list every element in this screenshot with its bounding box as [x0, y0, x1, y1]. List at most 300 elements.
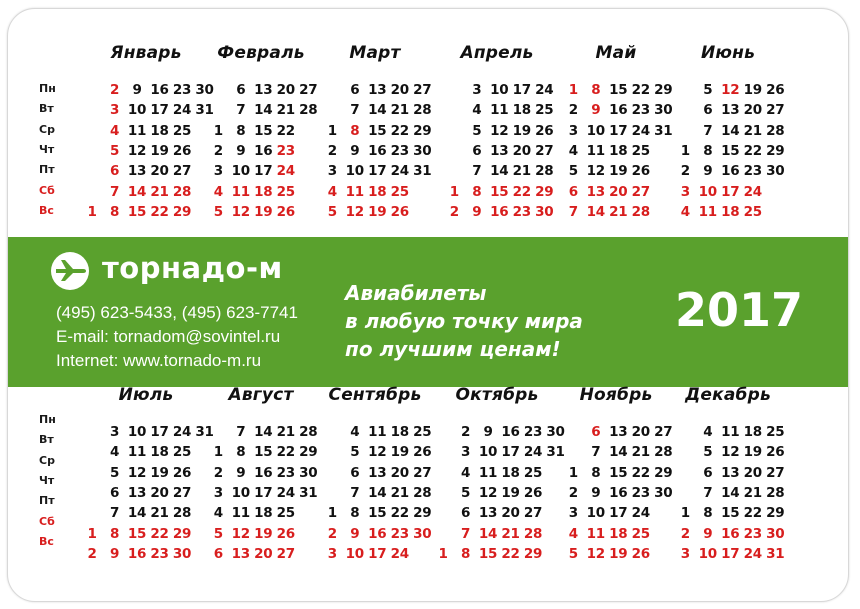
day-number: 6 [109, 163, 120, 180]
day-number: 31 [195, 424, 214, 440]
day-number: 24 [743, 183, 762, 200]
day-number: 30 [546, 424, 565, 440]
day-number: 5 [327, 203, 337, 220]
day-number: 9 [236, 464, 246, 481]
day-number: 6 [568, 183, 578, 200]
day-number: 11 [586, 142, 605, 159]
day-number: 10 [231, 163, 250, 180]
day-number: 26 [390, 203, 409, 220]
day-number: 8 [591, 464, 601, 481]
day-number: 23 [276, 142, 295, 159]
day-number: 16 [609, 484, 628, 501]
day-number: 20 [390, 82, 409, 98]
day-number: 19 [743, 444, 762, 461]
day-number: 20 [390, 464, 409, 481]
day-number: 21 [501, 525, 520, 542]
day-number: 8 [236, 122, 246, 139]
day-number: 26 [276, 203, 295, 220]
day-number: 1 [327, 122, 337, 139]
day-number: 31 [195, 102, 214, 119]
day-number: 10 [698, 545, 717, 562]
day-number: 26 [413, 444, 432, 461]
day-number: 23 [172, 82, 192, 98]
day-number: 29 [654, 464, 673, 481]
day-number: 20 [609, 183, 628, 200]
day-number: 13 [586, 183, 605, 200]
day-number: 4 [568, 525, 578, 542]
day-number: 15 [127, 203, 147, 220]
weekday-label: Вт [39, 433, 54, 447]
day-number: 17 [609, 505, 628, 522]
day-number: 21 [150, 505, 169, 522]
day-number: 19 [150, 142, 169, 159]
day-number: 25 [390, 183, 409, 200]
day-number: 6 [460, 505, 471, 522]
day-number: 8 [109, 203, 120, 220]
day-number: 31 [766, 545, 785, 562]
month-name: Апрель [460, 43, 534, 63]
weekday-label: Чт [39, 142, 55, 156]
month-name: Январь [110, 43, 182, 63]
day-number: 18 [390, 424, 409, 440]
day-number: 18 [512, 102, 531, 119]
month-block [432, 43, 562, 243]
day-number: 4 [327, 183, 337, 200]
day-number: 3 [568, 122, 578, 139]
day-number: 22 [390, 505, 409, 522]
email-address: E-mail: tornadom@sovintel.ru [56, 327, 281, 346]
day-number: 7 [460, 525, 471, 542]
day-number: 2 [449, 203, 459, 220]
day-number: 18 [150, 444, 169, 461]
day-number: 11 [698, 203, 717, 220]
day-number: 29 [172, 203, 192, 220]
day-number: 24 [390, 545, 409, 562]
day-number: 21 [276, 424, 295, 440]
day-number: 26 [766, 82, 785, 98]
day-number: 9 [350, 142, 360, 159]
weekday-label: Ср [39, 453, 55, 467]
day-number: 14 [127, 505, 147, 522]
day-number: 10 [231, 484, 250, 501]
day-number: 9 [591, 484, 601, 501]
day-number: 21 [631, 444, 650, 461]
day-number: 13 [254, 82, 273, 98]
day-number: 4 [680, 203, 690, 220]
day-number: 14 [127, 183, 147, 200]
day-number: 6 [703, 464, 713, 481]
day-number: 12 [721, 82, 740, 98]
month-block [81, 43, 214, 243]
day-number: 20 [254, 545, 273, 562]
day-number: 29 [523, 545, 543, 562]
weekday-label: Вт [39, 102, 54, 116]
day-number: 24 [523, 444, 543, 461]
day-number: 25 [631, 142, 650, 159]
day-number: 2 [87, 545, 97, 562]
day-number: 5 [109, 142, 120, 159]
weekday-label: Сб [39, 514, 55, 528]
day-number: 4 [703, 424, 713, 440]
month-name: Сентябрь [328, 385, 422, 405]
day-number: 20 [150, 163, 169, 180]
day-number: 30 [766, 525, 785, 542]
day-number: 4 [460, 464, 471, 481]
day-number: 3 [109, 424, 120, 440]
month-name: Июль [118, 385, 174, 405]
day-number: 23 [512, 203, 531, 220]
day-number: 23 [743, 163, 762, 180]
day-number: 31 [413, 163, 432, 180]
day-number: 15 [254, 444, 273, 461]
day-number: 2 [327, 142, 337, 159]
day-number: 24 [276, 163, 295, 180]
day-number: 4 [472, 102, 482, 119]
day-number: 30 [535, 203, 554, 220]
day-number: 24 [535, 82, 554, 98]
day-number: 19 [368, 203, 387, 220]
day-number: 15 [368, 505, 387, 522]
day-number: 9 [483, 424, 493, 440]
day-number: 19 [501, 484, 520, 501]
day-number: 6 [350, 464, 360, 481]
day-number: 2 [213, 464, 223, 481]
day-number: 3 [327, 163, 337, 180]
day-number: 21 [609, 203, 628, 220]
day-number: 8 [460, 545, 471, 562]
day-number: 7 [703, 484, 713, 501]
day-number: 28 [535, 163, 554, 180]
day-number: 4 [213, 183, 223, 200]
calendar-year: 2017 [675, 283, 804, 337]
day-number: 17 [609, 122, 628, 139]
day-number: 28 [654, 444, 673, 461]
day-number: 25 [172, 122, 192, 139]
day-number: 14 [254, 424, 273, 440]
day-number: 18 [609, 142, 628, 159]
day-number: 7 [350, 484, 360, 501]
day-number: 17 [368, 545, 387, 562]
day-number: 13 [490, 142, 509, 159]
day-number: 1 [449, 183, 459, 200]
day-number: 17 [254, 163, 273, 180]
day-number: 30 [766, 163, 785, 180]
weekday-label: Пн [39, 413, 56, 426]
day-number: 16 [254, 142, 273, 159]
day-number: 5 [703, 444, 713, 461]
slogan-line-1: Авиабилеты [345, 281, 487, 305]
day-number: 22 [501, 545, 520, 562]
day-number: 6 [472, 142, 482, 159]
day-number: 2 [213, 142, 223, 159]
day-number: 15 [254, 122, 273, 139]
month-block [196, 385, 326, 585]
day-number: 16 [127, 545, 147, 562]
day-number: 7 [236, 102, 246, 119]
day-number: 30 [654, 102, 673, 119]
day-number: 3 [568, 505, 578, 522]
day-number: 3 [680, 183, 690, 200]
day-number: 28 [631, 203, 650, 220]
day-number: 16 [150, 82, 169, 98]
day-number: 4 [213, 505, 223, 522]
day-number: 4 [109, 122, 120, 139]
day-number: 20 [512, 142, 531, 159]
website-url: Internet: www.tornado-m.ru [56, 351, 262, 370]
day-number: 28 [523, 525, 543, 542]
day-number: 9 [703, 163, 713, 180]
day-number: 7 [236, 424, 246, 440]
day-number: 13 [721, 464, 740, 481]
day-number: 21 [276, 102, 295, 119]
day-number: 26 [535, 122, 554, 139]
day-number: 15 [609, 82, 628, 98]
advertisement-band [8, 237, 848, 387]
day-number: 15 [368, 122, 387, 139]
day-number: 3 [327, 545, 337, 562]
day-number: 24 [743, 545, 762, 562]
month-block [310, 43, 440, 243]
day-number: 10 [586, 505, 605, 522]
calendar-second-half [8, 387, 848, 601]
day-number: 17 [368, 163, 387, 180]
day-number: 14 [586, 203, 605, 220]
day-number: 16 [490, 203, 509, 220]
day-number: 5 [568, 545, 578, 562]
day-number: 24 [276, 484, 295, 501]
day-number: 2 [680, 163, 690, 180]
month-name: Декабрь [685, 385, 771, 405]
day-number: 9 [109, 545, 120, 562]
day-number: 20 [276, 82, 295, 98]
weekday-label: Ср [39, 122, 55, 136]
day-number: 13 [231, 545, 250, 562]
day-number: 21 [743, 484, 762, 501]
day-number: 7 [109, 183, 120, 200]
day-number: 24 [390, 163, 409, 180]
day-number: 1 [568, 82, 578, 98]
day-number: 10 [698, 183, 717, 200]
day-number: 29 [766, 142, 785, 159]
day-number: 16 [368, 525, 387, 542]
day-number: 28 [766, 122, 785, 139]
day-number: 19 [254, 525, 273, 542]
day-number: 8 [703, 142, 713, 159]
day-number: 16 [501, 424, 520, 440]
day-number: 29 [413, 505, 432, 522]
day-number: 6 [236, 82, 246, 98]
month-name: Октябрь [455, 385, 539, 405]
month-name: Май [595, 43, 637, 63]
day-number: 18 [743, 424, 762, 440]
day-number: 27 [766, 102, 785, 119]
day-number: 27 [172, 163, 192, 180]
day-number: 28 [172, 183, 192, 200]
day-number: 17 [512, 82, 531, 98]
day-number: 30 [299, 464, 318, 481]
day-number: 1 [680, 505, 690, 522]
day-number: 23 [390, 142, 409, 159]
day-number: 20 [631, 424, 650, 440]
day-number: 17 [254, 484, 273, 501]
day-number: 18 [150, 122, 169, 139]
day-number: 15 [721, 142, 740, 159]
day-number: 29 [766, 505, 785, 522]
day-number: 20 [150, 484, 169, 501]
day-number: 1 [213, 444, 223, 461]
weekday-label: Вс [39, 203, 54, 217]
day-number: 3 [213, 163, 223, 180]
day-number: 8 [236, 444, 246, 461]
day-number: 7 [472, 163, 482, 180]
day-number: 12 [490, 122, 509, 139]
day-number: 9 [132, 82, 142, 98]
day-number: 1 [327, 505, 337, 522]
day-number: 6 [350, 82, 360, 98]
day-number: 10 [345, 545, 364, 562]
day-number: 16 [721, 525, 740, 542]
month-name: Февраль [217, 43, 305, 63]
day-number: 26 [172, 464, 192, 481]
month-block [310, 385, 440, 585]
calendar-first-half [8, 9, 848, 237]
day-number: 12 [721, 444, 740, 461]
day-number: 18 [501, 464, 520, 481]
day-number: 6 [591, 424, 601, 440]
day-number: 11 [127, 122, 147, 139]
day-number: 31 [299, 484, 318, 501]
day-number: 13 [478, 505, 498, 522]
day-number: 11 [231, 505, 250, 522]
phone-numbers: (495) 623-5433, (495) 623-7741 [56, 303, 298, 322]
day-number: 18 [254, 183, 273, 200]
weekday-label: Чт [39, 473, 55, 487]
day-number: 7 [109, 505, 120, 522]
day-number: 28 [172, 505, 192, 522]
day-number: 2 [109, 82, 120, 98]
day-number: 30 [413, 525, 432, 542]
day-number: 24 [631, 122, 650, 139]
day-number: 9 [591, 102, 601, 119]
day-number: 1 [87, 203, 97, 220]
day-number: 2 [460, 424, 471, 440]
day-number: 13 [721, 102, 740, 119]
day-number: 23 [523, 424, 543, 440]
day-number: 11 [345, 183, 364, 200]
day-number: 14 [609, 444, 628, 461]
weekday-label: Пт [39, 163, 55, 177]
day-number: 11 [231, 183, 250, 200]
day-number: 8 [591, 82, 601, 98]
day-number: 16 [368, 142, 387, 159]
day-number: 7 [350, 102, 360, 119]
day-number: 7 [703, 122, 713, 139]
day-number: 26 [631, 163, 650, 180]
day-number: 11 [490, 102, 509, 119]
day-number: 22 [390, 122, 409, 139]
pocket-calendar-card [7, 8, 849, 602]
day-number: 24 [172, 102, 192, 119]
day-number: 24 [631, 505, 650, 522]
day-number: 30 [654, 484, 673, 501]
day-number: 22 [150, 525, 169, 542]
day-number: 27 [276, 545, 295, 562]
day-number: 3 [460, 444, 471, 461]
day-number: 12 [231, 525, 250, 542]
day-number: 19 [512, 122, 531, 139]
day-number: 12 [478, 484, 498, 501]
day-number: 21 [390, 102, 409, 119]
day-number: 5 [213, 525, 223, 542]
day-number: 17 [150, 424, 169, 440]
day-number: 13 [127, 163, 147, 180]
day-number: 19 [609, 545, 628, 562]
day-number: 22 [150, 203, 169, 220]
day-number: 12 [586, 545, 605, 562]
day-number: 26 [631, 545, 650, 562]
day-number: 29 [172, 525, 192, 542]
day-number: 9 [472, 203, 482, 220]
day-number: 19 [150, 464, 169, 481]
day-number: 10 [586, 122, 605, 139]
day-number: 30 [413, 142, 432, 159]
day-number: 5 [350, 444, 360, 461]
day-number: 27 [523, 505, 543, 522]
day-number: 27 [766, 464, 785, 481]
day-number: 8 [109, 525, 120, 542]
day-number: 30 [172, 545, 192, 562]
day-number: 19 [390, 444, 409, 461]
month-block [81, 385, 214, 585]
weekday-label: Пн [39, 82, 56, 95]
day-number: 15 [609, 464, 628, 481]
day-number: 9 [350, 525, 360, 542]
day-number: 21 [390, 484, 409, 501]
day-number: 8 [703, 505, 713, 522]
month-name: Март [349, 43, 401, 63]
day-number: 21 [743, 122, 762, 139]
day-number: 2 [568, 484, 578, 501]
day-number: 4 [568, 142, 578, 159]
day-number: 23 [631, 102, 650, 119]
day-number: 27 [413, 464, 432, 481]
day-number: 3 [680, 545, 690, 562]
day-number: 14 [490, 163, 509, 180]
weekday-label: Вс [39, 534, 54, 548]
day-number: 14 [368, 102, 387, 119]
day-number: 2 [680, 525, 690, 542]
day-number: 23 [631, 484, 650, 501]
day-number: 29 [299, 444, 318, 461]
day-number: 19 [609, 163, 628, 180]
day-number: 5 [472, 122, 482, 139]
day-number: 20 [743, 464, 762, 481]
day-number: 12 [586, 163, 605, 180]
day-number: 13 [368, 464, 387, 481]
day-number: 19 [254, 203, 273, 220]
day-number: 26 [276, 525, 295, 542]
day-number: 1 [438, 545, 448, 562]
day-number: 25 [276, 183, 295, 200]
day-number: 13 [127, 484, 147, 501]
day-number: 18 [721, 203, 740, 220]
day-number: 6 [213, 545, 223, 562]
day-number: 11 [721, 424, 740, 440]
day-number: 21 [150, 183, 169, 200]
day-number: 28 [299, 424, 318, 440]
slogan-line-3: по лучшим ценам! [345, 337, 561, 361]
day-number: 15 [478, 545, 498, 562]
